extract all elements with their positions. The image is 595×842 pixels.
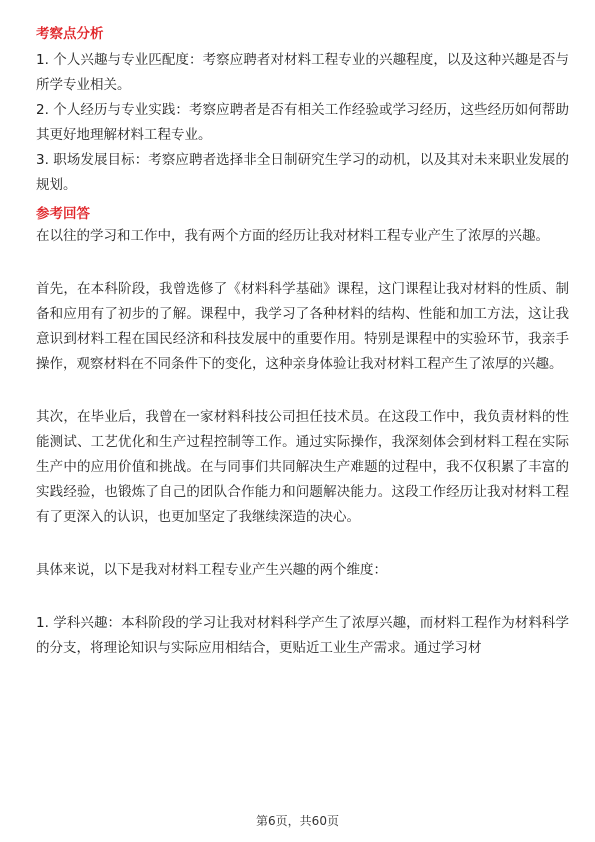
- section-heading-analysis: 考察点分析: [36, 26, 104, 42]
- page-content: [36, 24, 569, 661]
- answer-paragraph-first: 首先，在本科阶段，我曾选修了《材料科学基础》课程，这门课程让我对材料的性质、制备和应用有了初步的了解。课程中，我学习了各种材料的结构、性能和加工方法，这让我意识到材料工程在国民经济和科技发展中的重要作用。特别是课程中的实验环节，我亲手操作，观察材料在不同条件下的变化，这种亲身体验让我对材料工程产生了浓厚的兴趣。: [36, 281, 569, 372]
- answer-paragraph-second: 其次，在毕业后，我曾在一家材料科技公司担任技术员。在这段工作中，我负责材料的性能测试、工艺优化和生产过程控制等工作。通过实际操作，我深刻体会到材料工程在实际生产中的应用价值和挑战。在与同事们共同解决生产难题的过程中，我不仅积累了丰富的实践经验，也锻炼了自己的团队合作能力和问题解决能力。这段工作经历让我对材料工程有了更深入的认识，也更加坚定了我继续深造的决心。: [36, 409, 569, 525]
- page-number: 第6页，共60页: [256, 814, 339, 828]
- analysis-item-2: 2. 个人经历与专业实践：考察应聘者是否有相关工作经验或学习经历，这些经历如何帮助其更好地理解材料工程专业。: [36, 102, 569, 143]
- answer-paragraph-dimensions: 具体来说，以下是我对材料工程专业产生兴趣的两个维度：: [36, 562, 387, 578]
- analysis-item-1: 1. 个人兴趣与专业匹配度：考察应聘者对材料工程专业的兴趣程度，以及这种兴趣是否与所学专业相关。: [36, 52, 569, 93]
- analysis-item-3: 3. 职场发展目标：考察应聘者选择非全日制研究生学习的动机，以及其对未来职业发展的规划。: [36, 152, 569, 193]
- section-heading-answer: 参考回答: [36, 206, 90, 222]
- answer-paragraph-intro: 在以往的学习和工作中，我有两个方面的经历让我对材料工程专业产生了浓厚的兴趣。: [36, 228, 549, 244]
- answer-paragraph-subject-interest: 1. 学科兴趣：本科阶段的学习让我对材料科学产生了浓厚兴趣，而材料工程作为材料科学的分支，将理论知识与实际应用相结合，更贴近工业生产需求。通过学习材: [36, 615, 569, 656]
